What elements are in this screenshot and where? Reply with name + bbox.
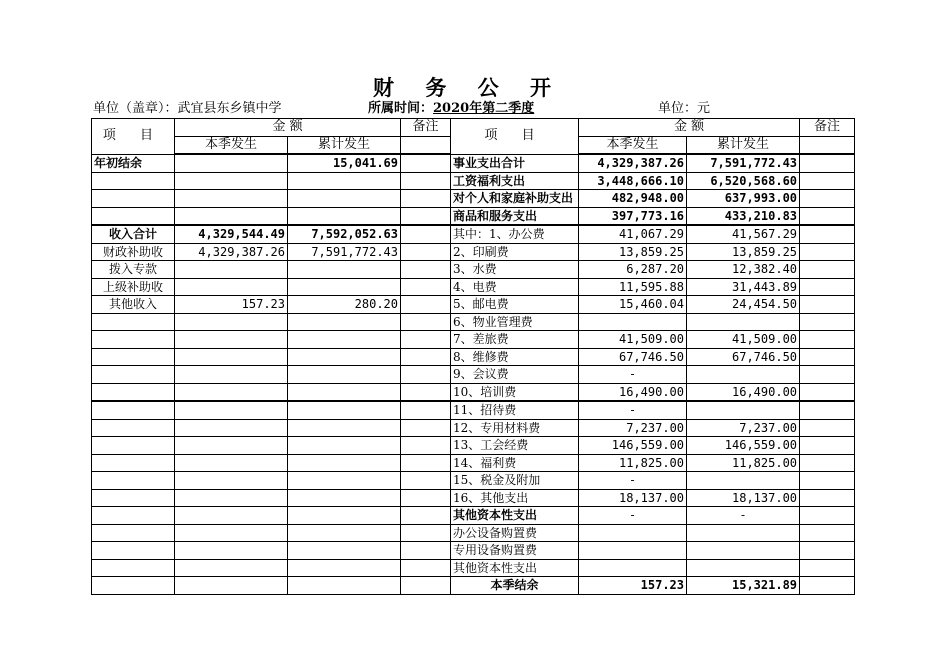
right-cumulative-cell: 637,993.00: [687, 190, 800, 208]
table-row: [92, 472, 855, 490]
left-note-cell: [401, 419, 451, 437]
right-current-cell: 11,825.00: [579, 454, 687, 472]
right-current-cell: 3,448,666.10: [579, 172, 687, 190]
left-current-cell: [175, 313, 288, 331]
left-note-cell: [401, 507, 451, 525]
right-cumulative-cell: 12,382.40: [687, 261, 800, 279]
right-item-cell: 5、邮电费: [451, 296, 579, 314]
left-item-cell: 拨入专款: [92, 261, 175, 279]
right-note-cell: [800, 348, 855, 366]
left-cumulative-cell: 7,592,052.63: [288, 225, 401, 243]
right-current-cell: 15,460.04: [579, 296, 687, 314]
right-note-cell: [800, 559, 855, 577]
right-note-cell: [800, 296, 855, 314]
left-cumulative-cell: 15,041.69: [288, 154, 401, 172]
table-row: [92, 154, 855, 172]
table-row: [92, 489, 855, 507]
right-item-cell: 其他资本性支出: [451, 507, 579, 525]
right-cumulative-cell: 13,859.25: [687, 243, 800, 261]
right-item-cell: 11、招待费: [451, 401, 579, 419]
table-row: [92, 172, 855, 190]
right-item-cell: 14、福利费: [451, 454, 579, 472]
right-item-cell: 专用设备购置费: [451, 542, 579, 560]
left-cumulative-cell: [288, 577, 401, 595]
left-note-cell: [401, 524, 451, 542]
right-current-cell: 397,773.16: [579, 207, 687, 225]
left-item-cell: [92, 559, 175, 577]
left-cumulative-cell: [288, 366, 401, 384]
left-item-cell: [92, 207, 175, 225]
left-cumulative-cell: [288, 172, 401, 190]
right-note-cell: [800, 437, 855, 455]
right-current-cell: 6,287.20: [579, 261, 687, 279]
left-item-cell: [92, 524, 175, 542]
left-cumulative-cell: [288, 190, 401, 208]
right-cumulative-cell: 146,559.00: [687, 437, 800, 455]
left-note-cell: [401, 383, 451, 401]
page-title: 财 务 公 开: [373, 75, 563, 100]
right-item-cell: 16、其他支出: [451, 489, 579, 507]
right-note-cell: [800, 207, 855, 225]
table-row: [92, 437, 855, 455]
left-current-cell: [175, 172, 288, 190]
right-cumulative-cell: [687, 401, 800, 419]
left-current-cell: [175, 154, 288, 172]
right-cumulative-cell: 11,825.00: [687, 454, 800, 472]
right-note-cell: [800, 172, 855, 190]
left-cumulative-cell: [288, 472, 401, 490]
left-cumulative-cell: [288, 437, 401, 455]
left-item-cell: [92, 383, 175, 401]
right-note-cell: [800, 489, 855, 507]
header-current-right: 本季发生: [579, 136, 687, 154]
right-item-cell: 7、差旅费: [451, 331, 579, 349]
right-item-cell: 其他资本性支出: [451, 559, 579, 577]
right-current-cell: 41,509.00: [579, 331, 687, 349]
right-cumulative-cell: 7,237.00: [687, 419, 800, 437]
left-cumulative-cell: [288, 524, 401, 542]
right-item-cell: 对个人和家庭补助支出: [451, 190, 579, 208]
period-label: [368, 97, 534, 116]
left-note-cell: [401, 472, 451, 490]
table-row: [92, 261, 855, 279]
left-cumulative-cell: 280.20: [288, 296, 401, 314]
right-cumulative-cell: 67,746.50: [687, 348, 800, 366]
left-note-cell: [401, 154, 451, 172]
left-current-cell: [175, 437, 288, 455]
right-item-cell: 6、物业管理费: [451, 313, 579, 331]
left-note-cell: [401, 331, 451, 349]
header-amount-right: 金 额: [579, 119, 800, 137]
right-item-cell: 办公设备购置费: [451, 524, 579, 542]
left-current-cell: [175, 190, 288, 208]
left-note-cell: [401, 261, 451, 279]
right-cumulative-cell: 6,520,568.60: [687, 172, 800, 190]
right-current-cell: 157.23: [579, 577, 687, 595]
right-note-cell: [800, 331, 855, 349]
right-note-cell: [800, 313, 855, 331]
table-row: [92, 419, 855, 437]
right-note-cell: [800, 190, 855, 208]
left-item-cell: [92, 472, 175, 490]
header-note-left-blank: [401, 136, 451, 154]
header-cumulative-right: 累计发生: [687, 136, 800, 154]
left-item-cell: 收入合计: [92, 225, 175, 243]
left-item-cell: [92, 419, 175, 437]
header-item-right: 项 目: [451, 119, 579, 155]
left-cumulative-cell: [288, 313, 401, 331]
right-current-cell: -: [579, 507, 687, 525]
right-current-cell: -: [579, 472, 687, 490]
right-current-cell: 18,137.00: [579, 489, 687, 507]
table-row: [92, 331, 855, 349]
right-note-cell: [800, 542, 855, 560]
table-row: [92, 313, 855, 331]
header-note-right-blank: [800, 136, 855, 154]
right-current-cell: 16,490.00: [579, 383, 687, 401]
left-cumulative-cell: [288, 348, 401, 366]
left-item-cell: [92, 172, 175, 190]
left-item-cell: 其他收入: [92, 296, 175, 314]
right-item-cell: 商品和服务支出: [451, 207, 579, 225]
right-cumulative-cell: [687, 559, 800, 577]
left-current-cell: [175, 331, 288, 349]
right-note-cell: [800, 225, 855, 243]
left-cumulative-cell: [288, 507, 401, 525]
right-current-cell: [579, 559, 687, 577]
left-current-cell: [175, 507, 288, 525]
table-row: [92, 577, 855, 595]
table-row: [92, 542, 855, 560]
left-cumulative-cell: [288, 261, 401, 279]
right-item-cell: 3、水费: [451, 261, 579, 279]
finance-table: [91, 118, 855, 595]
left-current-cell: [175, 278, 288, 296]
left-item-cell: [92, 401, 175, 419]
table-row: [92, 278, 855, 296]
table-row: [92, 401, 855, 419]
left-cumulative-cell: [288, 278, 401, 296]
right-cumulative-cell: 18,137.00: [687, 489, 800, 507]
left-cumulative-cell: [288, 419, 401, 437]
right-cumulative-cell: -: [687, 507, 800, 525]
right-item-cell: 2、印刷费: [451, 243, 579, 261]
right-item-cell: 12、专用材料费: [451, 419, 579, 437]
left-item-cell: [92, 331, 175, 349]
left-item-cell: 财政补助收: [92, 243, 175, 261]
left-current-cell: 4,329,387.26: [175, 243, 288, 261]
left-item-cell: 上级补助收: [92, 278, 175, 296]
right-cumulative-cell: 433,210.83: [687, 207, 800, 225]
right-current-cell: 482,948.00: [579, 190, 687, 208]
left-note-cell: [401, 577, 451, 595]
left-note-cell: [401, 559, 451, 577]
right-current-cell: 146,559.00: [579, 437, 687, 455]
left-note-cell: [401, 225, 451, 243]
left-note-cell: [401, 348, 451, 366]
right-item-cell: 9、会议费: [451, 366, 579, 384]
left-note-cell: [401, 172, 451, 190]
table-row: [92, 559, 855, 577]
right-current-cell: -: [579, 401, 687, 419]
left-note-cell: [401, 542, 451, 560]
table-row: [92, 243, 855, 261]
right-current-cell: [579, 524, 687, 542]
left-note-cell: [401, 437, 451, 455]
period-prefix: 所属时间：: [368, 101, 434, 116]
left-note-cell: [401, 366, 451, 384]
right-note-cell: [800, 366, 855, 384]
right-current-cell: [579, 313, 687, 331]
left-note-cell: [401, 454, 451, 472]
header-cumulative-left: 累计发生: [288, 136, 401, 154]
left-note-cell: [401, 243, 451, 261]
right-cumulative-cell: 31,443.89: [687, 278, 800, 296]
header-row-1: [92, 119, 855, 137]
table-row: [92, 190, 855, 208]
right-current-cell: 11,595.88: [579, 278, 687, 296]
header-amount-left: 金 额: [175, 119, 401, 137]
left-current-cell: [175, 524, 288, 542]
table-row: [92, 296, 855, 314]
table-row: [92, 524, 855, 542]
left-cumulative-cell: 7,591,772.43: [288, 243, 401, 261]
right-note-cell: [800, 577, 855, 595]
table-row: [92, 225, 855, 243]
right-current-cell: 67,746.50: [579, 348, 687, 366]
left-note-cell: [401, 207, 451, 225]
right-item-cell: 工资福利支出: [451, 172, 579, 190]
left-cumulative-cell: [288, 383, 401, 401]
left-item-cell: [92, 577, 175, 595]
header-note-left: 备注: [401, 119, 451, 137]
left-item-cell: [92, 489, 175, 507]
header-note-right: 备注: [800, 119, 855, 137]
header-current-left: 本季发生: [175, 136, 288, 154]
right-cumulative-cell: [687, 366, 800, 384]
right-note-cell: [800, 401, 855, 419]
currency-label: 单位：元: [658, 101, 711, 116]
right-cumulative-cell: [687, 472, 800, 490]
right-note-cell: [800, 261, 855, 279]
left-current-cell: [175, 472, 288, 490]
left-item-cell: [92, 507, 175, 525]
header-item-left: 项 目: [92, 119, 175, 155]
left-item-cell: [92, 454, 175, 472]
left-current-cell: [175, 489, 288, 507]
right-item-cell: 其中：1、办公费: [451, 225, 579, 243]
left-cumulative-cell: [288, 489, 401, 507]
left-current-cell: 157.23: [175, 296, 288, 314]
table-row: [92, 366, 855, 384]
left-current-cell: 4,329,544.49: [175, 225, 288, 243]
right-cumulative-cell: 41,509.00: [687, 331, 800, 349]
left-item-cell: [92, 313, 175, 331]
right-note-cell: [800, 383, 855, 401]
right-note-cell: [800, 524, 855, 542]
right-current-cell: [579, 542, 687, 560]
left-cumulative-cell: [288, 207, 401, 225]
left-current-cell: [175, 261, 288, 279]
left-note-cell: [401, 401, 451, 419]
left-cumulative-cell: [288, 401, 401, 419]
right-cumulative-cell: 24,454.50: [687, 296, 800, 314]
right-item-cell: 15、税金及附加: [451, 472, 579, 490]
table-row: [92, 207, 855, 225]
right-cumulative-cell: 7,591,772.43: [687, 154, 800, 172]
left-current-cell: [175, 383, 288, 401]
period-value: 2020年第二季度: [433, 101, 535, 116]
left-item-cell: [92, 190, 175, 208]
table-row: [92, 383, 855, 401]
right-note-cell: [800, 278, 855, 296]
right-note-cell: [800, 154, 855, 172]
table-row: [92, 348, 855, 366]
left-item-cell: 年初结余: [92, 154, 175, 172]
right-note-cell: [800, 472, 855, 490]
left-current-cell: [175, 577, 288, 595]
left-note-cell: [401, 296, 451, 314]
right-cumulative-cell: 15,321.89: [687, 577, 800, 595]
right-note-cell: [800, 454, 855, 472]
right-current-cell: -: [579, 366, 687, 384]
table-row: [92, 507, 855, 525]
left-note-cell: [401, 313, 451, 331]
right-note-cell: [800, 243, 855, 261]
right-item-cell: 13、工会经费: [451, 437, 579, 455]
right-item-cell: 10、培训费: [451, 383, 579, 401]
left-cumulative-cell: [288, 331, 401, 349]
left-item-cell: [92, 542, 175, 560]
left-current-cell: [175, 542, 288, 560]
right-note-cell: [800, 507, 855, 525]
left-cumulative-cell: [288, 454, 401, 472]
left-note-cell: [401, 278, 451, 296]
finance-table-body: [92, 119, 855, 595]
left-current-cell: [175, 348, 288, 366]
left-current-cell: [175, 419, 288, 437]
left-current-cell: [175, 366, 288, 384]
left-cumulative-cell: [288, 559, 401, 577]
right-note-cell: [800, 419, 855, 437]
right-cumulative-cell: 41,567.29: [687, 225, 800, 243]
left-current-cell: [175, 401, 288, 419]
right-cumulative-cell: 16,490.00: [687, 383, 800, 401]
table-row: [92, 454, 855, 472]
left-current-cell: [175, 454, 288, 472]
right-item-cell: 4、电费: [451, 278, 579, 296]
right-current-cell: 7,237.00: [579, 419, 687, 437]
left-cumulative-cell: [288, 542, 401, 560]
left-item-cell: [92, 348, 175, 366]
right-current-cell: 4,329,387.26: [579, 154, 687, 172]
right-current-cell: 13,859.25: [579, 243, 687, 261]
left-current-cell: [175, 559, 288, 577]
left-current-cell: [175, 207, 288, 225]
right-item-cell: 事业支出合计: [451, 154, 579, 172]
right-cumulative-cell: [687, 524, 800, 542]
left-note-cell: [401, 190, 451, 208]
right-item-cell: 本季结余: [451, 577, 579, 595]
right-cumulative-cell: [687, 313, 800, 331]
org-unit-label: 单位（盖章）：武宜县东乡镇中学: [93, 101, 282, 116]
right-current-cell: 41,067.29: [579, 225, 687, 243]
left-note-cell: [401, 489, 451, 507]
left-item-cell: [92, 437, 175, 455]
right-cumulative-cell: [687, 542, 800, 560]
left-item-cell: [92, 366, 175, 384]
right-item-cell: 8、维修费: [451, 348, 579, 366]
